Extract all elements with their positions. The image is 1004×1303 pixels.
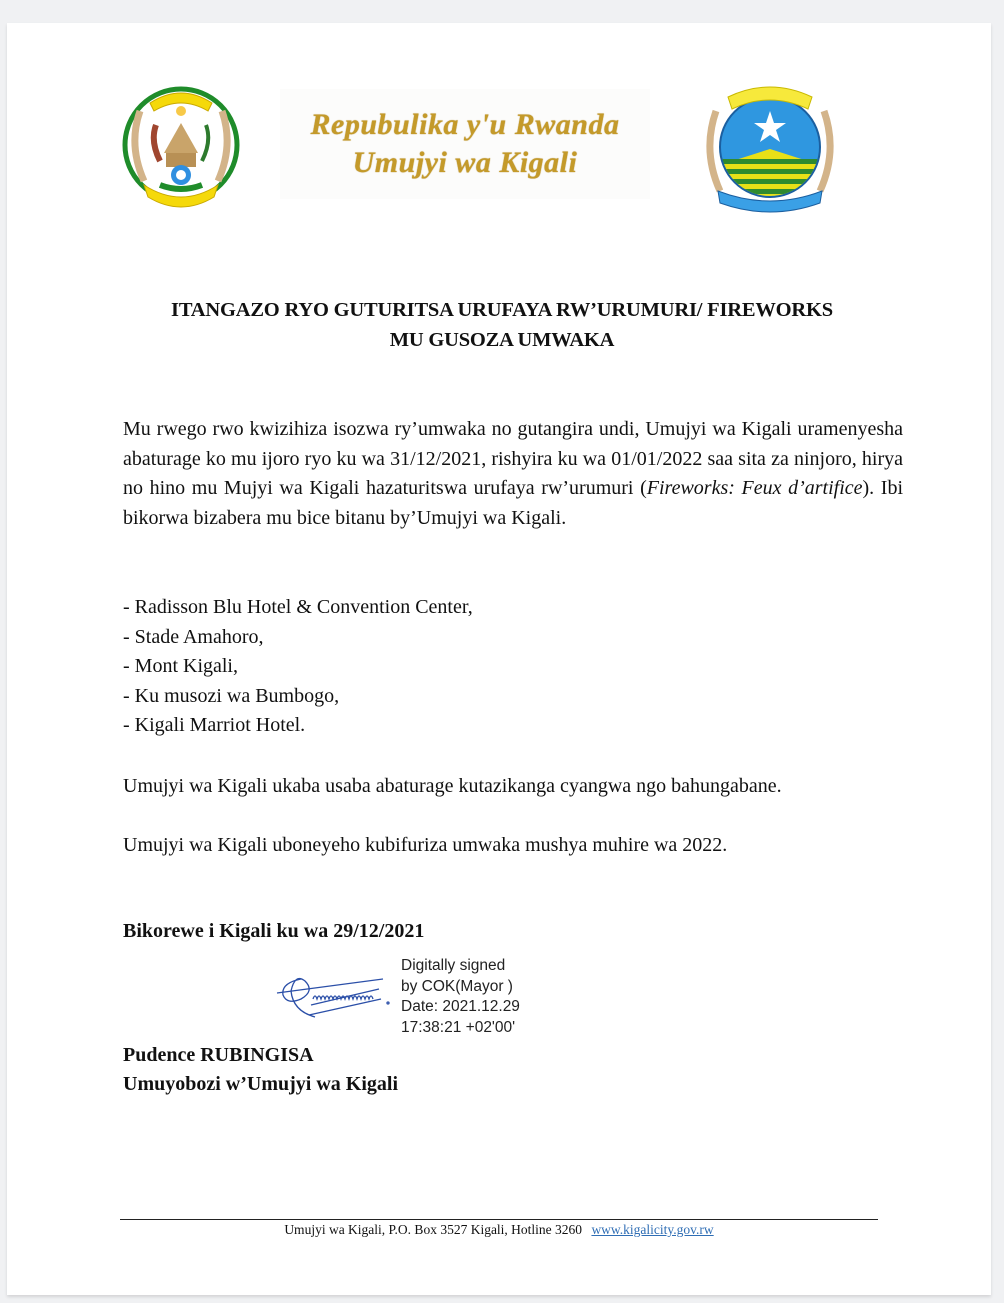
kigali-city-emblem-icon	[700, 81, 840, 213]
document-page	[7, 23, 991, 1295]
signer-name: Pudence RUBINGISA	[123, 1044, 314, 1066]
greeting-paragraph: Umujyi wa Kigali uboneyeho kubifuriza umwaka mushya muhire wa 2022.	[123, 834, 728, 856]
intro-paragraph	[123, 415, 903, 533]
digital-signature-block	[401, 956, 520, 1038]
digital-sig-line: Digitally signed	[401, 957, 506, 974]
banner-line-2: Umujyi wa Kigali	[352, 146, 578, 179]
location-item: - Ku musozi wa Bumbogo,	[123, 684, 340, 707]
digital-sig-line: by COK(Mayor )	[401, 977, 513, 995]
document-title	[112, 295, 892, 355]
intro-text-start: Mu rwego rwo kwizihiza isozwa ry’umwaka no gutangira undi, Umujyi wa Kigali uramenyesha abaturage ko mu ijoro ryo ku wa 31/12/2021, rishyira ku wa 01/01/2022 saa sita za ninjoro, hirya no hino mu Mujyi wa Kigali hazaturitswa urufaya rw’urumuri (	[123, 418, 903, 499]
banner-line-1: Repubulika y'u Rwanda	[310, 108, 620, 141]
rwanda-coat-of-arms-icon	[120, 81, 242, 213]
locations-list	[123, 593, 903, 741]
letterhead-banner	[280, 89, 650, 199]
footer-divider	[120, 1219, 878, 1220]
digital-sig-line: Date: 2021.12.29	[401, 998, 520, 1015]
location-item: - Stade Amahoro,	[123, 625, 264, 648]
advice-paragraph: Umujyi wa Kigali ukaba usaba abaturage kutazikanga cyangwa ngo bahungabane.	[123, 775, 782, 797]
signer-role: Umuyobozi w’Umujyi wa Kigali	[123, 1073, 398, 1095]
location-item: - Mont Kigali,	[123, 655, 238, 677]
intro-italic-term: Fireworks: Feux d’artifice	[646, 477, 863, 499]
dated-line: Bikorewe i Kigali ku wa 29/12/2021	[123, 920, 425, 942]
footer-address: Umujyi wa Kigali, P.O. Box 3527 Kigali, Hotline 3260	[284, 1222, 583, 1237]
title-line-2: MU GUSOZA UMWAKA	[389, 329, 615, 351]
title-line-1: ITANGAZO RYO GUTURITSA URUFAYA RW’URUMURI/ FIREWORKS	[171, 299, 833, 321]
location-item: - Radisson Blu Hotel & Convention Center,	[123, 596, 473, 618]
signer-block	[123, 1041, 398, 1099]
location-item: - Kigali Marriot Hotel.	[123, 714, 306, 736]
footer	[120, 1222, 878, 1238]
handwritten-signature-icon	[271, 965, 399, 1027]
digital-sig-line: 17:38:21 +02'00'	[401, 1018, 516, 1036]
website-link[interactable]: www.kigalicity.gov.rw	[591, 1222, 714, 1237]
letterhead	[120, 81, 840, 216]
intro-text-end: ). Ibi bikorwa bizabera mu bice bitanu by’Umujyi wa Kigali.	[123, 477, 903, 529]
